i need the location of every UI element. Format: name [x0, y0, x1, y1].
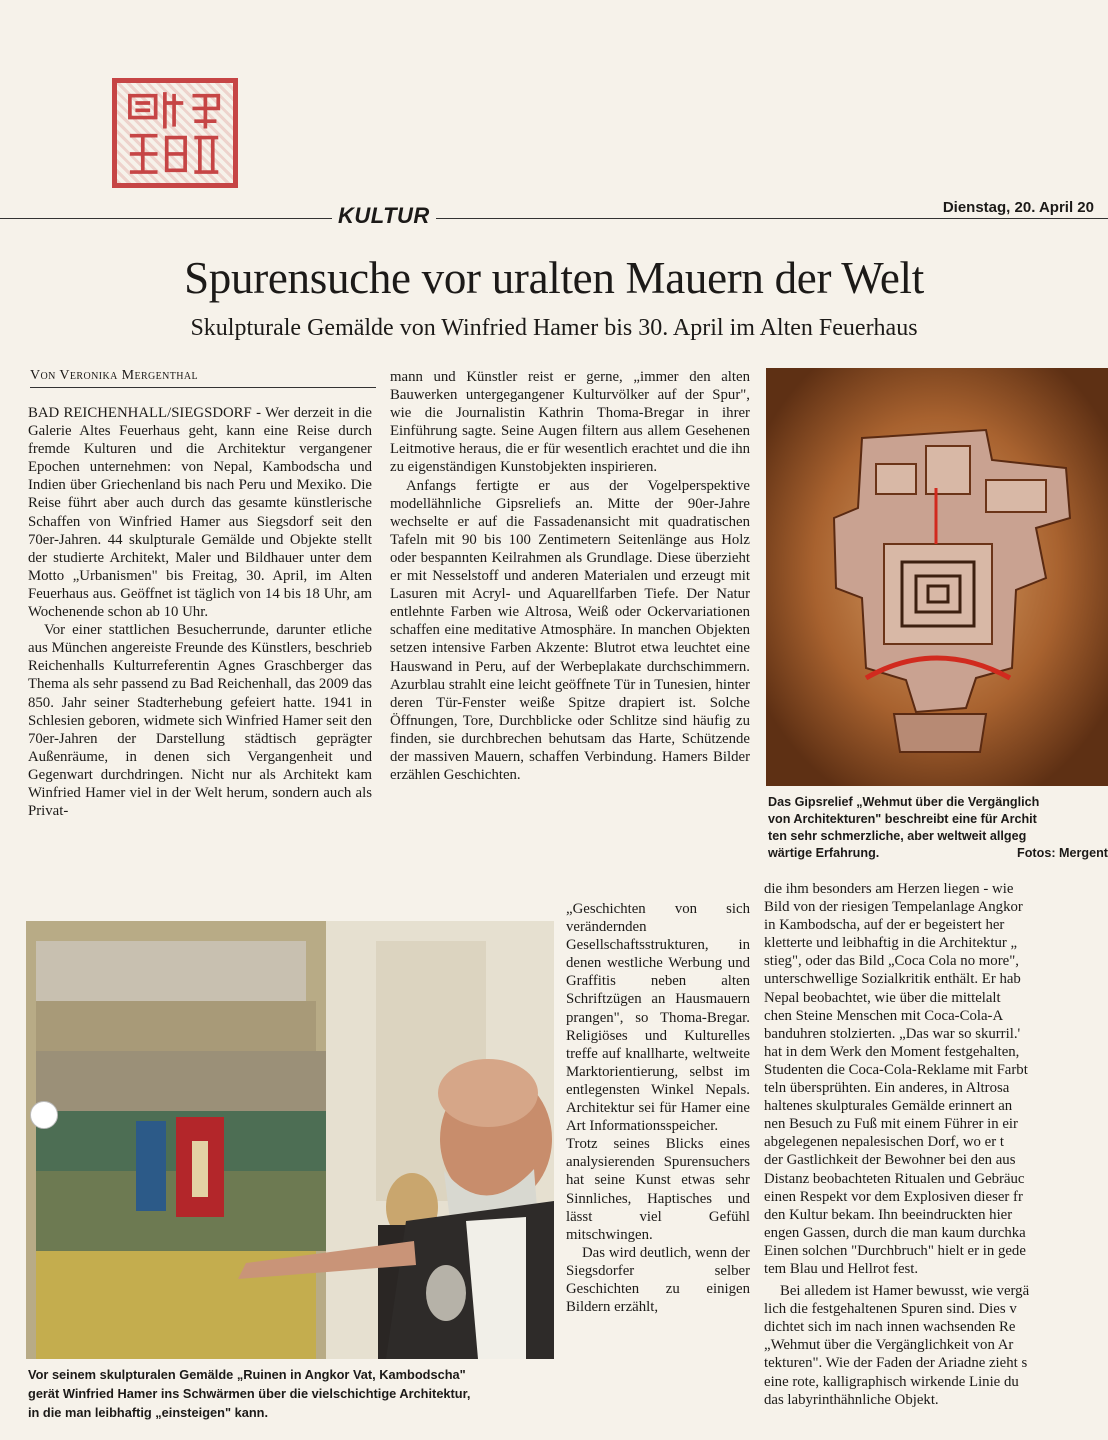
- text-line: Studenten die Coca-Cola-Reklame mit Farbt: [764, 1061, 1028, 1078]
- text-line: Bild von der riesigen Tempelanlage Angkor: [764, 899, 1023, 916]
- text-line: abgelegenen nepalesischen Dorf, wo er t: [764, 1134, 1004, 1151]
- paragraph: Anfangs fertigte er aus der Vogelperspektive modellähnliche Gipsreliefs an. Mitte der 90er-Jahre wechselte er auf die Fassadenansicht mit quadratischen Tafeln mit 90 bis 100 Zentimetern Seitenlänge aus Holz oder bespannten Keilrahmen als Grundlage. Diese überzieht er mit Nesselstoff und anderen Materialen und erzeugt mit Lasuren mit Acryl- und Aquarellfarben Tiefe. Der Natur entlehnte Farben wie Altrosa, Weiß oder Ockervariationen schaffen eine meditative Atmosphäre. In manchen Objekten setzen intensive Farben Akzente: Blutrot etwa leuchtet eine Hauswand in Peru, auf der Werbeplakate durchschimmern. Azurblau strahlt eine leicht geöffnete Tür in Tunesien, hinter deren Tür-Fenster weiße Spitze drapiert ist. Solche Öffnungen, Tore, Durchblicke oder Schlitze sind häufig zu finden, sie durchbrechen behutsam das Harte, Schützende der massiven Mauern, schaffen Verbindung. Hamers Bilder erzählen Geschichten.: [390, 477, 750, 784]
- subheadline: Skulpturale Gemälde von Winfried Hamer bis 30. April im Alten Feuerhaus: [190, 315, 918, 341]
- text-line: engen Gassen, durch die man kaum durchka: [764, 1224, 1026, 1241]
- caption-line: gerät Winfried Hamer ins Schwärmen über die vielschichtige Architektur,: [28, 1386, 471, 1401]
- text-line: einen Respekt vor dem Explosiven dieser fr: [764, 1188, 1023, 1205]
- text-line: stieg", oder das Bild „Coca Cola no more",: [764, 953, 1019, 970]
- text-line: die ihm besonders am Herzen liegen - wie: [764, 881, 1014, 897]
- text-line: Bei alledem ist Hamer bewusst, wie vergä: [780, 1283, 1030, 1300]
- article-column-3: [566, 900, 750, 1316]
- section-label: KULTUR: [332, 203, 436, 229]
- text-line: den Kultur bekam. Ihn beeindruckten hier: [764, 1206, 1013, 1223]
- text-line: tem Blau und Hellrot fest.: [764, 1260, 919, 1277]
- caption-line: Das Gipsrelief „Wehmut über die Vergänglich: [768, 795, 1040, 809]
- article-column-4: [764, 880, 1108, 1409]
- caption-line: ten sehr schmerzliche, aber weltweit allgeg: [768, 829, 1027, 843]
- text-line: Nepal beobachtet, wie über die mittelalt: [764, 989, 1001, 1006]
- caption-line: wärtige Erfahrung.: [768, 846, 880, 860]
- text-line: lich die festgehaltenen Spuren sind. Dies v: [764, 1301, 1017, 1318]
- text-line: „Wehmut über die Vergänglichkeit von Ar: [764, 1337, 1014, 1354]
- paragraph: Das wird deutlich, wenn der Siegsdorfer selber Geschichten zu einigen Bildern erzählt,: [566, 1244, 750, 1316]
- caption-line: von Architekturen" beschreibt eine für Archit: [768, 812, 1037, 826]
- paragraph: „Geschichten von sich verändernden Gesellschaftsstrukturen, in denen westliche Werbung und Graffitis neben alten Schriftzügen an Hausmauern prangen", so Thoma-Bregar. Religiöses und Kulturelles treffe auf knallharte, weltweite Marktorientierung, selbst im entlegensten Winkel Nepals. Architektur sei für Hamer eine Art Informationsspeicher.: [566, 901, 750, 1135]
- text-line: Einen solchen "Durchbruch" hielt er in gede: [764, 1242, 1026, 1259]
- photo-credit: Fotos: Mergent: [1017, 846, 1108, 860]
- seal-stamp: [112, 78, 238, 188]
- caption-line: Vor seinem skulpturalen Gemälde „Ruinen in Angkor Vat, Kambodscha": [28, 1367, 466, 1382]
- punch-hole: [30, 1101, 58, 1129]
- text-line: unterschwellige Sozialkritik enthält. Er hab: [764, 971, 1021, 988]
- paragraph: Vor einer stattlichen Besucherrunde, darunter etliche aus München angereiste Freunde des Künstlers, beschrieb Reichenhalls Kulturreferentin Agnes Graschberger das Thema als sehr passend zu Bad Reichenhall, das 2009 das 850. Jahr seiner Stadterhebung gefeiert hatte. 1941 in Schlesien geboren, widmete sich Winfried Hamer seit den 70er-Jahren der Darstellung städtisch geprägter Außenräume, in denen sich Vergangenheit und Gegenwart durchdringen. Nicht nur als Architekt kam Winfried Hamer viel in der Welt herum, sondern auch als Privat-: [28, 622, 372, 820]
- relief-photo: [766, 368, 1108, 786]
- text-line: teln übersprühten. Ein anderes, in Altrosa: [764, 1080, 1010, 1097]
- paragraph: BAD REICHENHALL/SIEGSDORF - Wer derzeit in die Galerie Altes Feuerhaus geht, kann eine Reise durch fremde Kulturen und die Architektur vergangener Epochen unternehmen: von Nepal, Kambodscha und Indien über Griechenland bis nach Peru und Mexiko. Die Reise führt aber auch durch das gesamte künstlerische Schaffen von Winfried Hamer aus Siegsdorf seit den 70er-Jahren. 44 skulpturale Gemälde und Objekte stellt der studierte Architekt, Maler und Bildhauer unter dem Motto „Urbanismen" bis Freitag, 30. April, im Alten Feuerhaus aus. Geöffnet ist täglich von 14 bis 18 Uhr, am Wochenende schon ab 10 Uhr.: [28, 405, 372, 621]
- text-line: eine rote, kalligraphisch wirkende Linie du: [764, 1373, 1019, 1390]
- text-line: in Kambodscha, auf der er begeistert her: [764, 917, 1005, 934]
- artist-photo-caption: [28, 1365, 558, 1422]
- text-line: das labyrinthähnliche Objekt.: [764, 1391, 939, 1408]
- text-line: dichtet sich im nach innen wachsenden Re: [764, 1319, 1016, 1336]
- text-line: kletterte und leibhaftig in die Architektur „: [764, 935, 1018, 952]
- text-line: banduhren stolzierten. „Das war so skurril.': [764, 1025, 1021, 1042]
- text-line: tekturen". Wie der Faden der Ariadne zieht s: [764, 1355, 1028, 1372]
- text-line: der Gastlichkeit der Bewohner bei den aus: [764, 1152, 1016, 1169]
- artist-photo: [26, 921, 554, 1359]
- text-line: Distanz beobachteten Ritualen und Gebräuc: [764, 1170, 1025, 1187]
- headline: Spurensuche vor uralten Mauern der Welt: [184, 253, 924, 303]
- byline: Von Veronika Mergenthal: [30, 368, 376, 388]
- text-line: nen Besuch zu Fuß mit einem Führer in eir: [764, 1116, 1018, 1133]
- paragraph: Trotz seines Blicks eines analysierenden Spurensuchers hat seine Kunst etwas sehr Sinnliches, Haptisches und lässt viel Gefühl mitschwingen.: [566, 1136, 750, 1243]
- relief-caption: [768, 794, 1108, 862]
- text-line: hat in dem Werk den Moment festgehalten,: [764, 1043, 1020, 1060]
- paragraph: mann und Künstler reist er gerne, „immer den alten Bauwerken untergegangener Kulturvölker auf der Spur", wie die Journalistin Kathrin Thoma-Bregar in ihrer Einführung sagte. Seine Augen filtern aus allem Gesehenen Leitmotive heraus, die er für wesentlich erachtet und die ihn zu eigenständigen Kunstobjekten inspirieren.: [390, 369, 750, 476]
- article-column-2: [390, 368, 750, 784]
- caption-line: in die man leibhaftig „einsteigen" kann.: [28, 1405, 269, 1420]
- article-column-1: [28, 404, 372, 820]
- text-line: chen Steine Menschen mit Coca-Cola-A: [764, 1007, 1004, 1024]
- text-line: haltenes skulpturales Gemälde erinnert an: [764, 1098, 1013, 1115]
- header-rule: [0, 218, 1108, 219]
- issue-date: Dienstag, 20. April 20: [942, 199, 1094, 216]
